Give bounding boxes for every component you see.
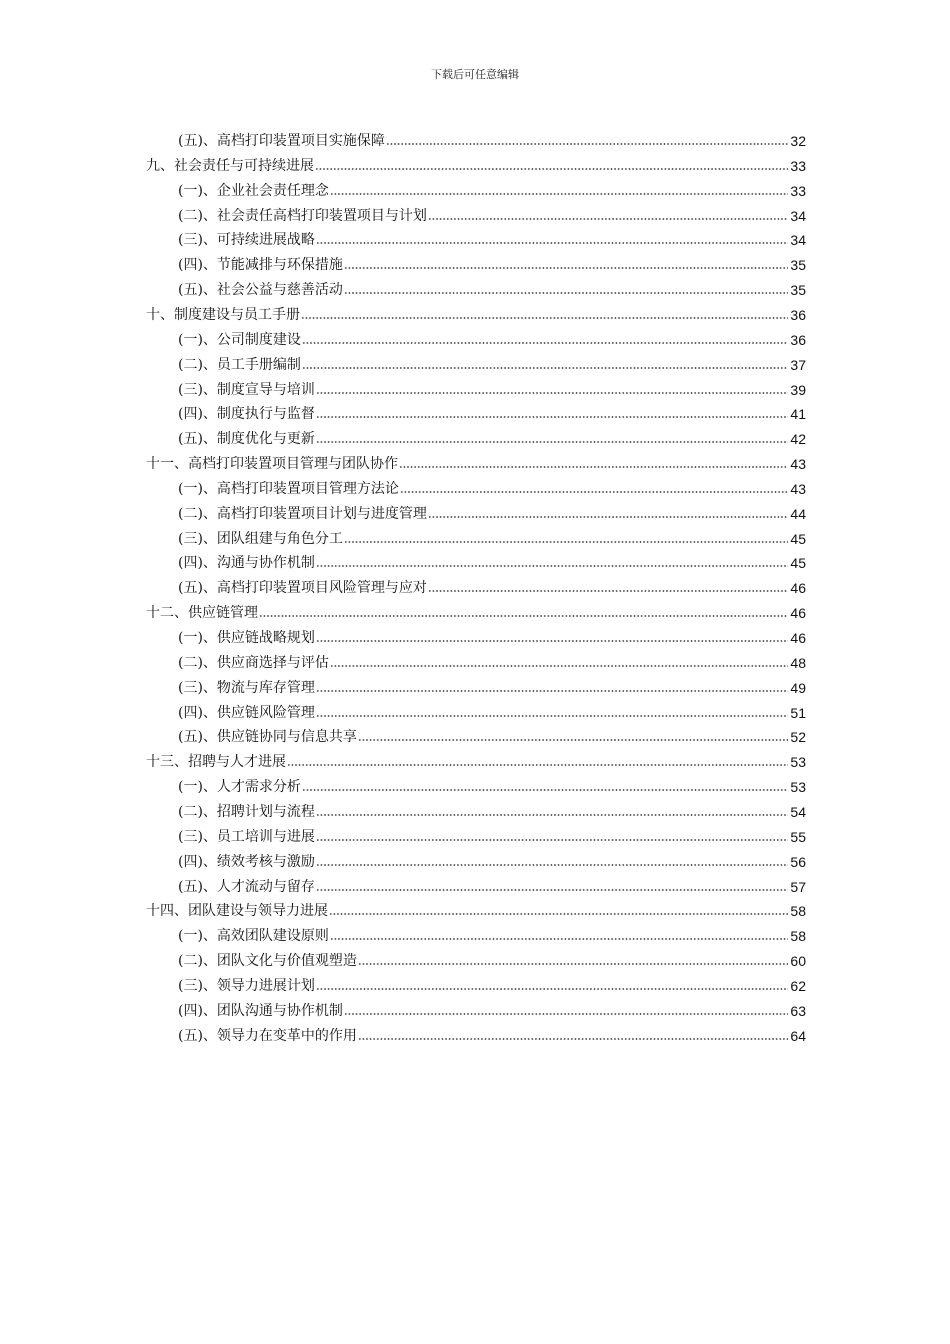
toc-page-number: 55 xyxy=(790,828,806,845)
toc-page-number: 33 xyxy=(790,182,806,199)
toc-dot-leader xyxy=(428,515,788,519)
toc-section-entry[interactable] xyxy=(178,499,806,523)
toc-dot-leader xyxy=(330,664,788,668)
toc-dot-leader xyxy=(302,366,788,370)
toc-entry-title: (三)、领导力进展计划 xyxy=(178,977,315,994)
toc-entry-title: (四)、制度执行与监督 xyxy=(178,406,315,423)
toc-dot-leader xyxy=(329,912,788,916)
toc-entry-title: 九、社会责任与可持续进展 xyxy=(146,157,314,174)
toc-section-entry[interactable] xyxy=(178,698,806,722)
toc-chapter-entry[interactable] xyxy=(146,449,806,473)
toc-section-entry[interactable] xyxy=(178,126,806,150)
toc-page-number: 52 xyxy=(790,729,806,746)
toc-dot-leader xyxy=(316,838,788,842)
toc-section-entry[interactable] xyxy=(178,201,806,225)
toc-section-entry[interactable] xyxy=(178,822,806,846)
toc-page-number: 33 xyxy=(790,157,806,174)
toc-entry-title: (四)、沟通与协作机制 xyxy=(178,555,315,572)
toc-entry-title: (二)、员工手册编制 xyxy=(178,356,301,373)
toc-dot-leader xyxy=(358,738,788,742)
toc-page-number: 53 xyxy=(790,754,806,771)
toc-section-entry[interactable] xyxy=(178,673,806,697)
toc-page-number: 57 xyxy=(790,878,806,895)
toc-entry-title: (五)、领导力在变革中的作用 xyxy=(178,1027,357,1044)
toc-entry-title: (五)、人才流动与留存 xyxy=(178,878,315,895)
toc-section-entry[interactable] xyxy=(178,573,806,597)
toc-section-entry[interactable] xyxy=(178,847,806,871)
toc-section-entry[interactable] xyxy=(178,176,806,200)
toc-section-entry[interactable] xyxy=(178,275,806,299)
toc-page-number: 46 xyxy=(790,580,806,597)
toc-section-entry[interactable] xyxy=(178,623,806,647)
toc-dot-leader xyxy=(330,192,788,196)
toc-section-entry[interactable] xyxy=(178,350,806,374)
toc-page-number: 35 xyxy=(790,282,806,299)
toc-section-entry[interactable] xyxy=(178,971,806,995)
toc-dot-leader xyxy=(344,1012,788,1016)
page-header: 下载后可任意编辑 xyxy=(431,68,519,81)
toc-entry-title: (三)、可持续进展战略 xyxy=(178,232,315,249)
toc-section-entry[interactable] xyxy=(178,648,806,672)
toc-chapter-entry[interactable] xyxy=(146,598,806,622)
toc-entry-title: (一)、供应链战略规划 xyxy=(178,630,315,646)
toc-page-number: 43 xyxy=(790,480,806,497)
toc-entry-title: (二)、团队文化与价值观塑造 xyxy=(178,953,357,970)
toc-section-entry[interactable] xyxy=(178,225,806,249)
toc-section-entry[interactable] xyxy=(178,524,806,548)
toc-section-entry[interactable] xyxy=(178,1021,806,1045)
toc-entry-title: (二)、社会责任高档打印装置项目与计划 xyxy=(178,207,427,224)
toc-section-entry[interactable] xyxy=(178,797,806,821)
toc-dot-leader xyxy=(316,987,788,991)
toc-section-entry[interactable] xyxy=(178,375,806,399)
toc-section-entry[interactable] xyxy=(178,921,806,945)
toc-page-number: 41 xyxy=(790,406,806,423)
toc-entry-title: (二)、招聘计划与流程 xyxy=(178,803,315,820)
toc-chapter-entry[interactable] xyxy=(146,896,806,920)
toc-dot-leader xyxy=(259,614,788,618)
toc-dot-leader xyxy=(358,1037,788,1041)
toc-entry-title: (五)、供应链协同与信息共享 xyxy=(178,729,357,746)
toc-dot-leader xyxy=(400,490,788,494)
toc-entry-title: (五)、社会公益与慈善活动 xyxy=(178,282,343,299)
toc-dot-leader xyxy=(316,689,788,693)
toc-dot-leader xyxy=(316,714,788,718)
toc-dot-leader xyxy=(316,440,788,444)
toc-page-number: 60 xyxy=(790,953,806,970)
toc-page-number: 35 xyxy=(790,257,806,274)
toc-dot-leader xyxy=(344,266,788,270)
toc-dot-leader xyxy=(428,589,788,593)
toc-page-number: 44 xyxy=(790,505,806,522)
toc-page-number: 54 xyxy=(790,803,806,820)
toc-entry-title: (五)、制度优化与更新 xyxy=(178,431,315,448)
toc-section-entry[interactable] xyxy=(178,250,806,274)
toc-entry-title: 十、制度建设与员工手册 xyxy=(146,306,300,323)
toc-dot-leader xyxy=(302,341,788,345)
toc-section-entry[interactable] xyxy=(178,399,806,423)
toc-page-number: 51 xyxy=(790,704,806,721)
toc-entry-title: (一)、高效团队建设原则 xyxy=(178,928,329,945)
toc-entry-title: (一)、人才需求分析 xyxy=(178,779,301,796)
toc-section-entry[interactable] xyxy=(178,548,806,572)
toc-dot-leader xyxy=(316,639,788,643)
toc-page-number: 58 xyxy=(790,928,806,945)
toc-dot-leader xyxy=(330,937,788,941)
toc-section-entry[interactable] xyxy=(178,772,806,796)
toc-page-number: 56 xyxy=(790,853,806,870)
toc-entry-title: (五)、高档打印装置项目风险管理与应对 xyxy=(178,580,427,597)
toc-page-number: 49 xyxy=(790,679,806,696)
toc-section-entry[interactable] xyxy=(178,474,806,498)
toc-chapter-entry[interactable] xyxy=(146,151,806,175)
toc-page-number: 48 xyxy=(790,654,806,671)
toc-page-number: 39 xyxy=(790,381,806,398)
toc-page-number: 45 xyxy=(790,555,806,572)
toc-section-entry[interactable] xyxy=(178,872,806,896)
toc-entry-title: (三)、员工培训与进展 xyxy=(178,828,315,845)
toc-page-number: 34 xyxy=(790,207,806,224)
toc-dot-leader xyxy=(316,888,788,892)
toc-page-number: 63 xyxy=(790,1002,806,1019)
toc-entry-title: (一)、公司制度建设 xyxy=(178,331,301,348)
toc-page-number: 62 xyxy=(790,977,806,994)
toc-chapter-entry[interactable] xyxy=(146,747,806,771)
toc-page-number: 43 xyxy=(790,456,806,473)
toc-dot-leader xyxy=(316,863,788,867)
toc-page-number: 46 xyxy=(790,630,806,646)
toc-page-number: 36 xyxy=(790,306,806,323)
toc-dot-leader xyxy=(399,465,788,469)
toc-dot-leader xyxy=(302,788,788,792)
toc-page-number: 37 xyxy=(790,356,806,373)
toc-dot-leader xyxy=(316,391,788,395)
toc-dot-leader xyxy=(344,540,788,544)
toc-section-entry[interactable] xyxy=(178,424,806,448)
toc-page-number: 58 xyxy=(790,903,806,920)
toc-entry-title: (五)、高档打印装置项目实施保障 xyxy=(178,133,385,149)
toc-section-entry[interactable] xyxy=(178,996,806,1020)
toc-entry-title: (四)、供应链风险管理 xyxy=(178,704,315,721)
toc-page-number: 42 xyxy=(790,431,806,448)
toc-dot-leader xyxy=(316,813,788,817)
toc-dot-leader xyxy=(344,291,788,295)
toc-entry-title: (四)、绩效考核与激励 xyxy=(178,853,315,870)
toc-page-number: 34 xyxy=(790,232,806,249)
toc-dot-leader xyxy=(301,316,788,320)
toc-dot-leader xyxy=(316,564,788,568)
toc-dot-leader xyxy=(428,217,788,221)
toc-entry-title: (一)、企业社会责任理念 xyxy=(178,182,329,199)
toc-page-number: 64 xyxy=(790,1027,806,1044)
toc-entry-title: (三)、制度宣导与培训 xyxy=(178,381,315,398)
toc-entry-title: 十四、团队建设与领导力进展 xyxy=(146,903,328,920)
toc-dot-leader xyxy=(287,763,788,767)
toc-section-entry[interactable] xyxy=(178,722,806,746)
toc-entry-title: 十二、供应链管理 xyxy=(146,605,258,622)
toc-section-entry[interactable] xyxy=(178,325,806,349)
toc-entry-title: 十一、高档打印装置项目管理与团队协作 xyxy=(146,456,398,473)
toc-dot-leader xyxy=(386,142,788,146)
toc-page-number: 32 xyxy=(790,133,806,149)
toc-entry-title: (三)、团队组建与角色分工 xyxy=(178,530,343,547)
toc-entry-title: (四)、团队沟通与协作机制 xyxy=(178,1002,343,1019)
toc-section-entry[interactable] xyxy=(178,946,806,970)
toc-page-number: 53 xyxy=(790,779,806,796)
toc-entry-title: (三)、物流与库存管理 xyxy=(178,679,315,696)
toc-dot-leader xyxy=(316,241,788,245)
toc-entry-title: (二)、供应商选择与评估 xyxy=(178,654,329,671)
toc-entry-title: (四)、节能减排与环保措施 xyxy=(178,257,343,274)
toc-entry-title: (二)、高档打印装置项目计划与进度管理 xyxy=(178,505,427,522)
toc-dot-leader xyxy=(315,167,788,171)
toc-page-number: 46 xyxy=(790,605,806,622)
toc-entry-title: 十三、招聘与人才进展 xyxy=(146,754,286,771)
toc-dot-leader xyxy=(358,962,788,966)
toc-page-number: 45 xyxy=(790,530,806,547)
toc-dot-leader xyxy=(316,415,788,419)
toc-chapter-entry[interactable] xyxy=(146,300,806,324)
toc-entry-title: (一)、高档打印装置项目管理方法论 xyxy=(178,480,399,497)
toc-page-number: 36 xyxy=(790,331,806,348)
